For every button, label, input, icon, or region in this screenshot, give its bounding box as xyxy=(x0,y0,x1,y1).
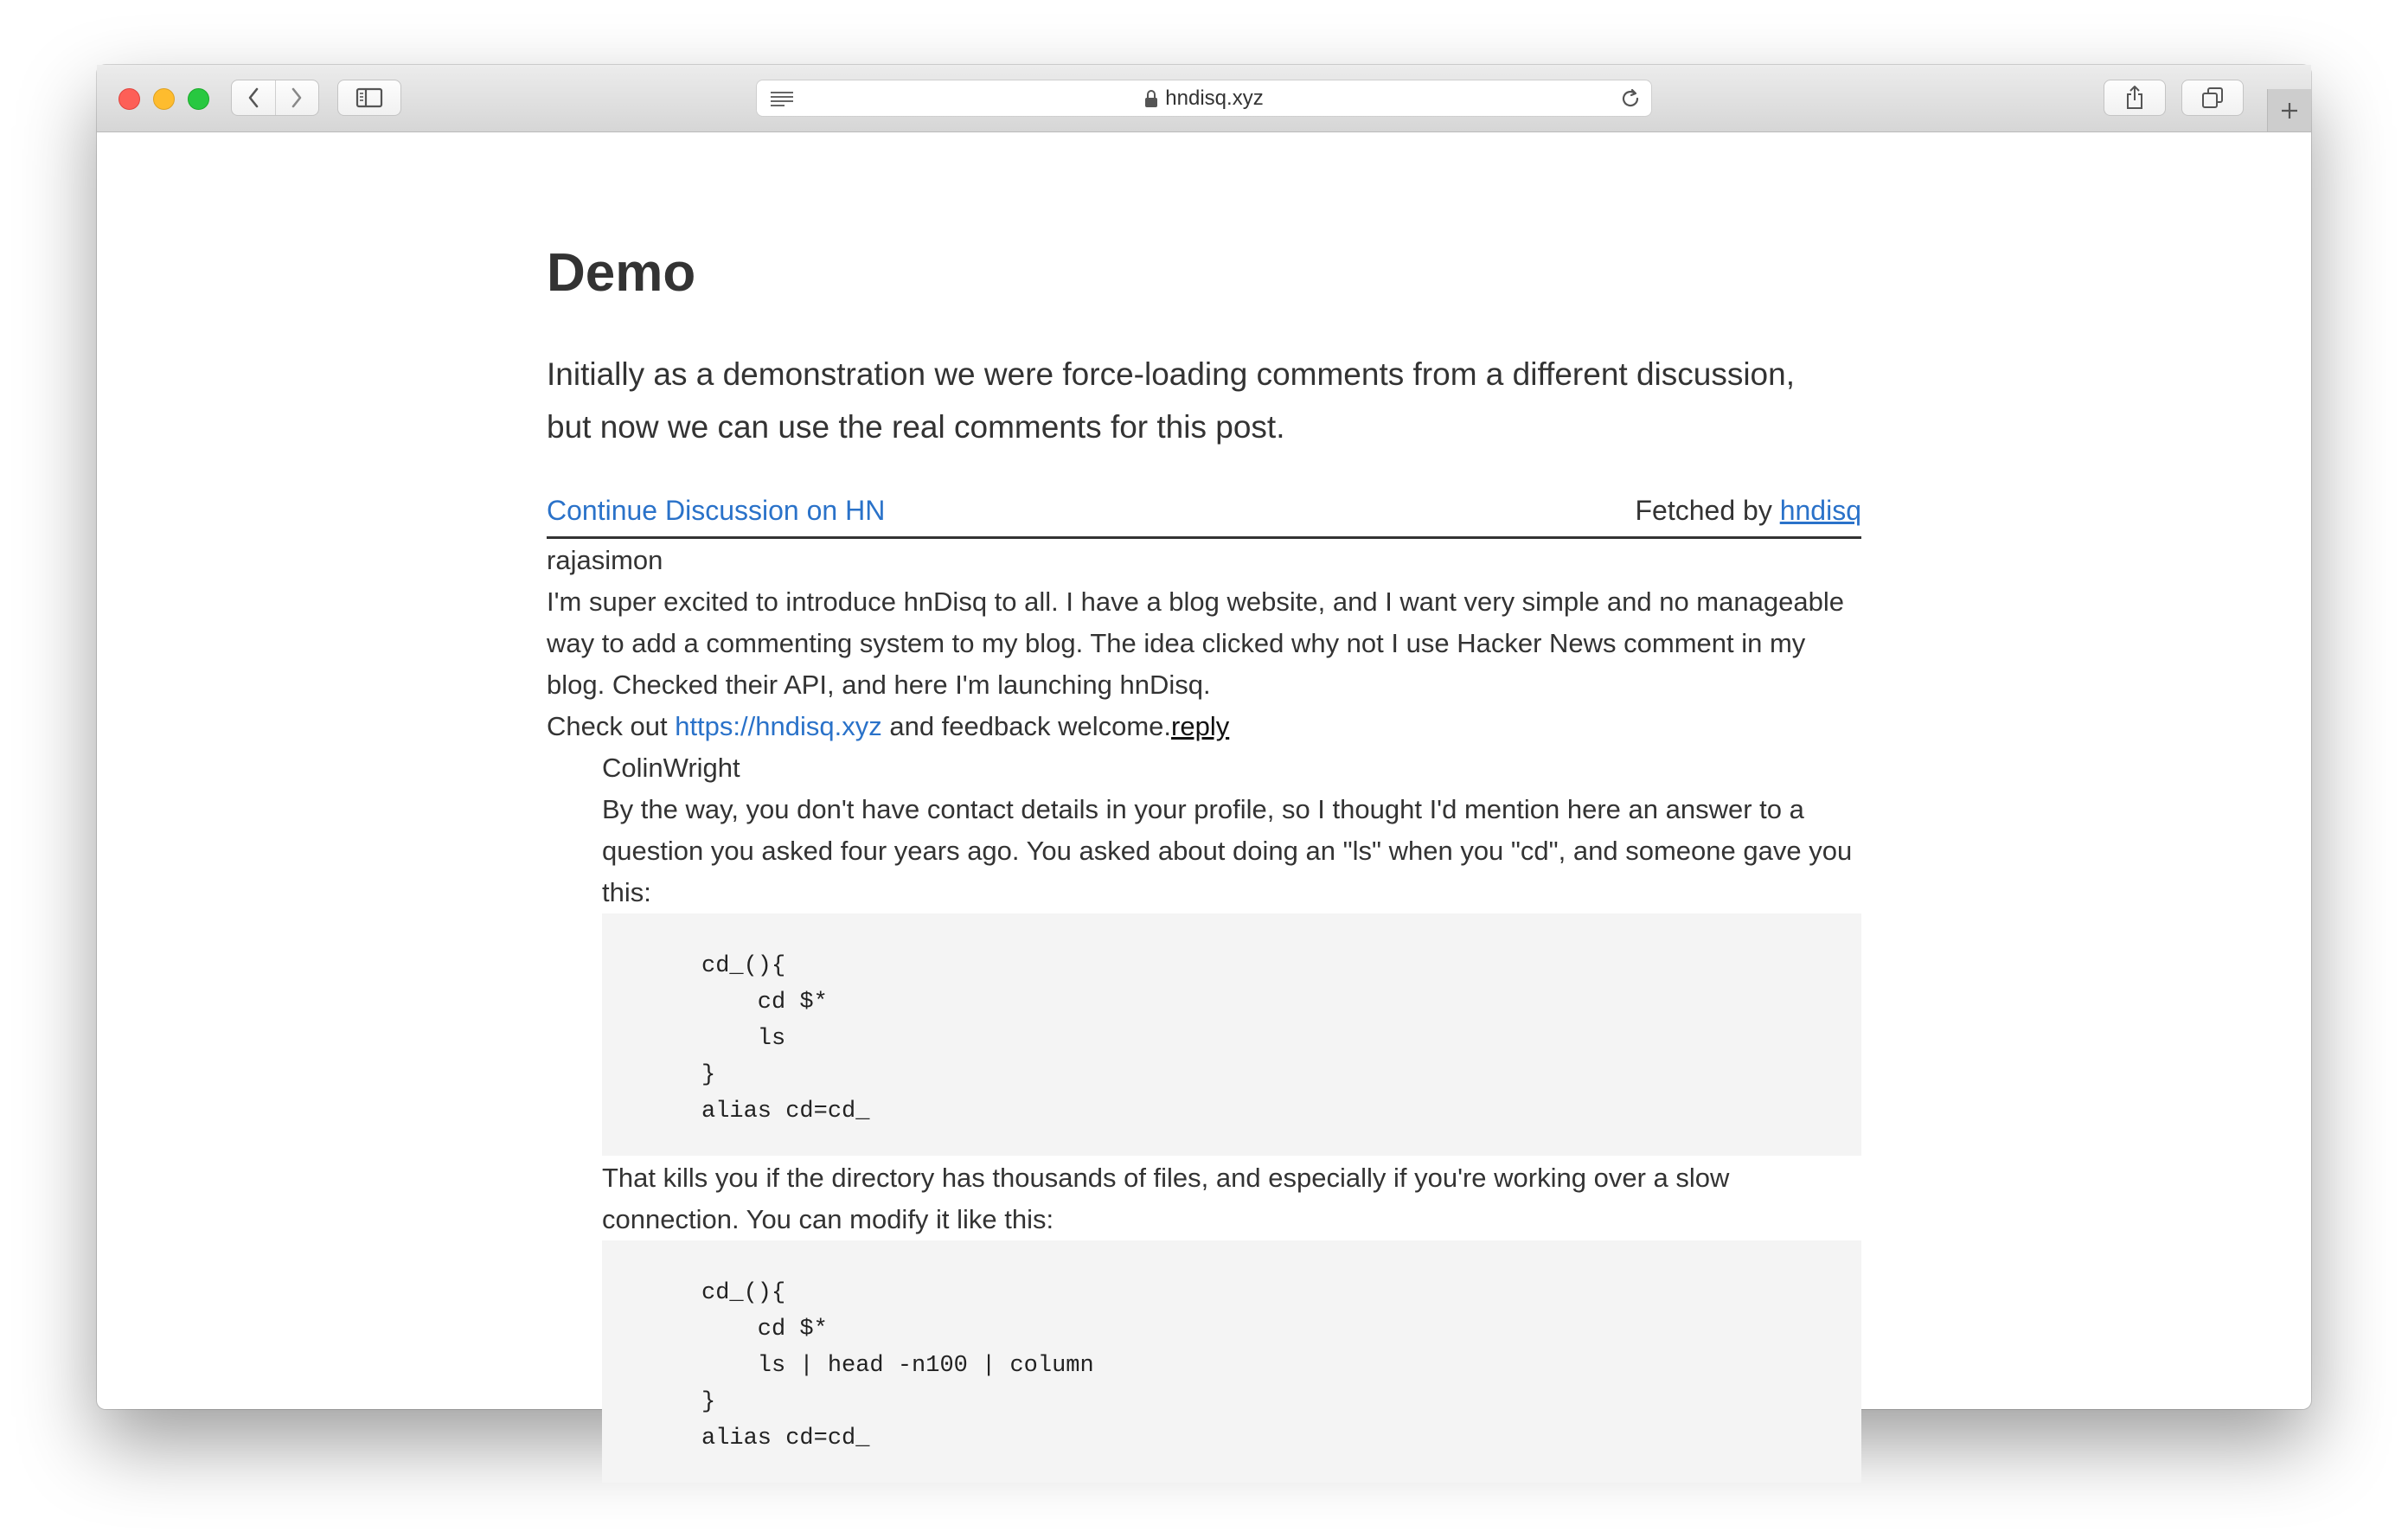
feedback-suffix: and feedback welcome. xyxy=(881,711,1172,741)
comment-author: rajasimon xyxy=(547,545,663,575)
comment xyxy=(547,540,1861,747)
check-out-prefix: Check out xyxy=(547,711,676,741)
comment-body xyxy=(602,789,1861,1483)
code-block: cd_(){ cd $* ls } alias cd=cd_ xyxy=(602,913,1861,1156)
chevron-left-icon xyxy=(247,87,259,108)
code-block: cd_(){ cd $* ls | head -n100 | column } alias cd=cd_ xyxy=(602,1240,1861,1483)
fetched-by xyxy=(1636,495,1862,527)
browser-toolbar xyxy=(97,65,2311,132)
comment-reply xyxy=(602,747,1861,1483)
reload-icon xyxy=(1620,88,1641,109)
continue-discussion-link[interactable]: Continue Discussion on HN xyxy=(547,495,886,526)
new-tab-button[interactable] xyxy=(2267,89,2311,131)
comment-text: I'm super excited to introduce hnDisq to all. I have a blog website, and I want very simple and no manageable way to add a commenting system to my blog. The idea clicked why not I use Hacker News comment in my blog. Checked their API, and here I'm launching hnDisq. xyxy=(547,586,1844,700)
plus-icon xyxy=(2279,100,2300,121)
back-button[interactable] xyxy=(232,80,276,115)
minimize-window-button[interactable] xyxy=(153,88,175,110)
sidebar-button[interactable] xyxy=(337,80,401,116)
url-text: hndisq.xyz xyxy=(1165,86,1264,110)
page-title: Demo xyxy=(547,243,696,303)
hndisq-site-link[interactable]: https://hndisq.xyz xyxy=(675,711,882,741)
share-button[interactable] xyxy=(2104,80,2166,116)
address-bar[interactable] xyxy=(756,80,1652,117)
reload-button[interactable] xyxy=(1620,88,1641,113)
browser-window xyxy=(97,65,2311,1451)
comment-text: By the way, you don't have contact details in your profile, so I thought I'd mention here an answer to a question you asked four years ago. You asked about doing an "ls" when you "cd", and someone gave you this: xyxy=(602,794,1853,907)
forward-button[interactable] xyxy=(276,80,319,115)
comment-body xyxy=(547,581,1861,747)
sidebar-icon xyxy=(355,87,383,108)
hndisq-link[interactable]: hndisq xyxy=(1779,495,1861,526)
fetched-by-label: Fetched by xyxy=(1635,495,1780,526)
tabs-icon xyxy=(2201,87,2224,109)
share-icon xyxy=(2124,85,2145,111)
tabs-overview-button[interactable] xyxy=(2181,80,2244,116)
navigation-buttons xyxy=(231,80,319,116)
reply-link[interactable]: reply xyxy=(1171,711,1230,741)
chevron-right-icon xyxy=(291,87,303,108)
discussion-header xyxy=(547,495,1861,539)
comment-check-line xyxy=(547,706,1861,747)
close-window-button[interactable] xyxy=(118,88,140,110)
comment-author: ColinWright xyxy=(602,753,740,783)
intro-paragraph: Initially as a demonstration we were force-loading comments from a different discussion, but now we can use the real comments for this post. xyxy=(547,356,1795,445)
comment-text: That kills you if the directory has thousands of files, and especially if you're working over a slow connection. You can modify it like this: xyxy=(602,1163,1730,1234)
maximize-window-button[interactable] xyxy=(188,88,209,110)
lock-icon xyxy=(1144,89,1158,108)
